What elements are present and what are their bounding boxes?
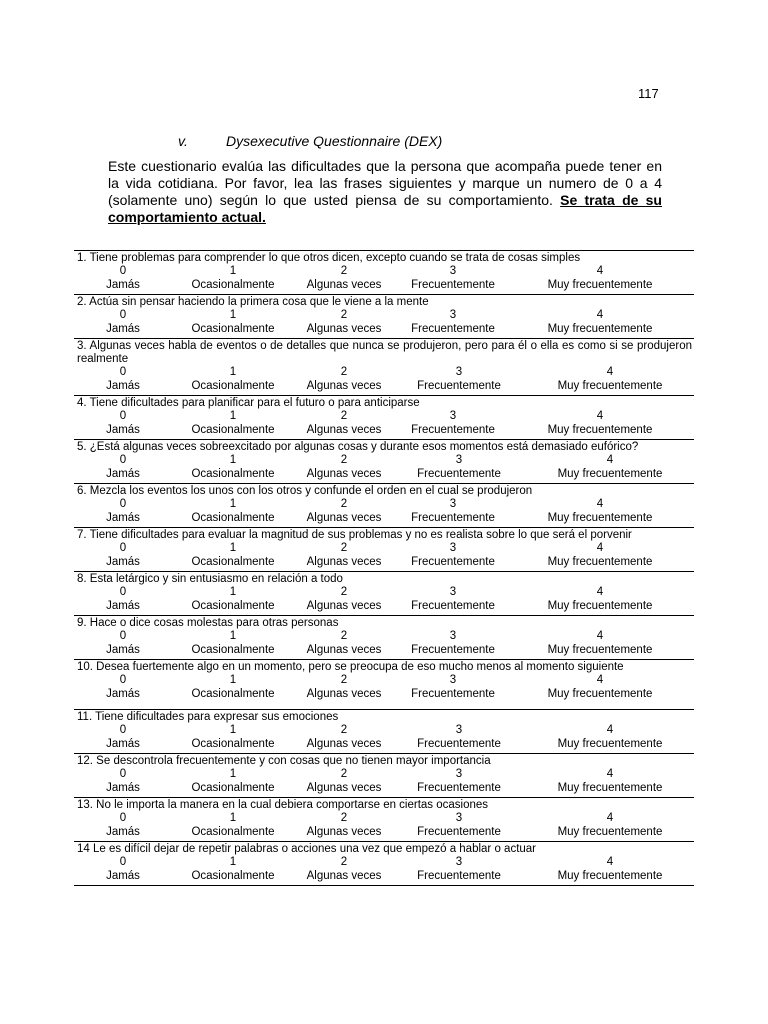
- intro-emphasis: Se trata de su comportamiento actual.: [108, 192, 662, 225]
- scale-label: Jamás: [106, 643, 140, 656]
- scale-labels-row: [74, 468, 694, 482]
- intro-paragraph: [108, 158, 662, 226]
- scale-label: Frecuentemente: [417, 869, 501, 882]
- scale-value[interactable]: 2: [340, 309, 348, 321]
- scale-label: Ocasionalmente: [191, 467, 275, 480]
- scale-label: Muy frecuentemente: [547, 555, 653, 568]
- scale-value[interactable]: 3: [449, 410, 457, 422]
- scale-value[interactable]: 3: [455, 768, 463, 780]
- section-numeral: v.: [178, 133, 188, 149]
- scale-label: Ocasionalmente: [191, 643, 275, 656]
- question-text: 12. Se descontrola frecuentemente y con cosas que no tienen mayor importancia: [77, 755, 491, 767]
- scale-value[interactable]: 3: [455, 856, 463, 868]
- scale-label: Ocasionalmente: [191, 322, 275, 335]
- scale-label: Jamás: [106, 825, 140, 838]
- scale-values-row: [74, 630, 694, 644]
- scale-label: Ocasionalmente: [191, 599, 275, 612]
- scale-value[interactable]: 1: [229, 768, 237, 780]
- scale-label: Muy frecuentemente: [557, 781, 663, 794]
- question-item: [74, 294, 694, 338]
- scale-label: Muy frecuentemente: [547, 599, 653, 612]
- scale-value[interactable]: 0: [119, 674, 127, 686]
- scale-label: Algunas veces: [306, 322, 382, 335]
- scale-label: Muy frecuentemente: [547, 643, 653, 656]
- scale-value[interactable]: 1: [229, 674, 237, 686]
- question-item: [74, 251, 694, 294]
- scale-value[interactable]: 4: [596, 410, 604, 422]
- scale-label: Ocasionalmente: [191, 825, 275, 838]
- scale-label: Ocasionalmente: [191, 869, 275, 882]
- scale-label: Ocasionalmente: [191, 737, 275, 750]
- questionnaire-table: [74, 250, 694, 886]
- scale-label: Frecuentemente: [417, 467, 501, 480]
- scale-value[interactable]: 4: [596, 309, 604, 321]
- scale-label: Jamás: [106, 511, 140, 524]
- question-item: [74, 797, 694, 841]
- scale-label: Ocasionalmente: [191, 278, 275, 291]
- scale-value[interactable]: 4: [596, 265, 604, 277]
- scale-label: Frecuentemente: [411, 511, 495, 524]
- question-item: [74, 709, 694, 753]
- scale-values-row: [74, 454, 694, 468]
- question-text: 3. Algunas veces habla de eventos o de detalles que nunca se produjeron, pero para él o ella es como si se produjeron realmente: [77, 340, 692, 365]
- scale-values-row: [74, 542, 694, 556]
- scale-value[interactable]: 4: [606, 856, 614, 868]
- scale-label: Frecuentemente: [417, 737, 501, 750]
- question-text: 2. Actúa sin pensar haciendo la primera cosa que le viene a la mente: [77, 296, 429, 308]
- scale-label: Algunas veces: [306, 687, 382, 700]
- scale-labels-row: [74, 424, 694, 438]
- scale-labels-row: [74, 826, 694, 840]
- question-text: 5. ¿Está algunas veces sobreexcitado por algunas cosas y durante esos momentos está demasiado eufórico?: [77, 441, 639, 453]
- scale-label: Jamás: [106, 278, 140, 291]
- scale-labels-row: [74, 644, 694, 658]
- scale-value[interactable]: 3: [449, 630, 457, 642]
- question-text: 10. Desea fuertemente algo en un momento, pero se preocupa de eso mucho menos al momento siguiente: [77, 661, 624, 673]
- scale-value[interactable]: 2: [340, 498, 348, 510]
- scale-label: Muy frecuentemente: [557, 379, 663, 392]
- scale-values-row: [74, 265, 694, 279]
- page-number: 117: [638, 86, 659, 101]
- scale-value[interactable]: 3: [449, 309, 457, 321]
- scale-value[interactable]: 3: [455, 812, 463, 824]
- scale-label: Muy frecuentemente: [547, 687, 653, 700]
- scale-label: Muy frecuentemente: [547, 423, 653, 436]
- scale-value[interactable]: 0: [119, 454, 127, 466]
- scale-label: Muy frecuentemente: [547, 511, 653, 524]
- scale-label: Algunas veces: [306, 278, 382, 291]
- scale-value[interactable]: 4: [606, 724, 614, 736]
- scale-label: Muy frecuentemente: [547, 278, 653, 291]
- scale-label: Muy frecuentemente: [557, 467, 663, 480]
- scale-labels-row: [74, 380, 694, 394]
- scale-label: Frecuentemente: [411, 278, 495, 291]
- scale-labels-row: [74, 512, 694, 526]
- question-text: 11. Tiene dificultades para expresar sus emociones: [77, 711, 339, 723]
- question-text: 13. No le importa la manera en la cual debiera comportarse en ciertas ocasiones: [77, 799, 489, 811]
- scale-label: Algunas veces: [306, 599, 382, 612]
- scale-value[interactable]: 2: [340, 265, 348, 277]
- scale-value[interactable]: 3: [449, 542, 457, 554]
- scale-value[interactable]: 0: [119, 265, 127, 277]
- question-text: 14 Le es difícil dejar de repetir palabras o acciones una vez que empezó a hablar o actuar: [77, 843, 537, 855]
- scale-label: Jamás: [106, 423, 140, 436]
- question-item: [74, 753, 694, 797]
- scale-value[interactable]: 4: [596, 674, 604, 686]
- scale-label: Muy frecuentemente: [557, 869, 663, 882]
- scale-label: Algunas veces: [306, 467, 382, 480]
- scale-label: Ocasionalmente: [191, 555, 275, 568]
- scale-label: Frecuentemente: [417, 781, 501, 794]
- scale-value[interactable]: 0: [119, 366, 127, 378]
- scale-label: Frecuentemente: [411, 599, 495, 612]
- scale-label: Frecuentemente: [411, 643, 495, 656]
- scale-value[interactable]: 2: [340, 630, 348, 642]
- scale-labels-row: [74, 782, 694, 796]
- scale-value[interactable]: 4: [596, 542, 604, 554]
- scale-value[interactable]: 2: [340, 410, 348, 422]
- scale-label: Frecuentemente: [411, 423, 495, 436]
- scale-value[interactable]: 0: [119, 498, 127, 510]
- scale-value[interactable]: 2: [340, 586, 348, 598]
- scale-label: Ocasionalmente: [191, 687, 275, 700]
- question-item: [74, 439, 694, 483]
- scale-labels-row: [74, 738, 694, 752]
- scale-values-row: [74, 498, 694, 512]
- scale-label: Algunas veces: [306, 643, 382, 656]
- scale-values-row: [74, 856, 694, 870]
- scale-value[interactable]: 3: [455, 454, 463, 466]
- question-item: [74, 395, 694, 439]
- scale-label: Jamás: [106, 379, 140, 392]
- scale-value[interactable]: 1: [229, 454, 237, 466]
- scale-labels-row: [74, 600, 694, 614]
- scale-values-row: [74, 410, 694, 424]
- scale-value[interactable]: 0: [119, 856, 127, 868]
- scale-value[interactable]: 4: [606, 454, 614, 466]
- scale-value[interactable]: 3: [455, 724, 463, 736]
- scale-value[interactable]: 1: [229, 812, 237, 824]
- scale-labels-row: [74, 323, 694, 337]
- question-item: [74, 841, 694, 885]
- scale-label: Jamás: [106, 467, 140, 480]
- question-item: [74, 615, 694, 659]
- scale-label: Algunas veces: [306, 825, 382, 838]
- scale-value[interactable]: 1: [229, 724, 237, 736]
- scale-value[interactable]: 2: [340, 542, 348, 554]
- scale-label: Frecuentemente: [411, 687, 495, 700]
- scale-value[interactable]: 1: [229, 410, 237, 422]
- scale-value[interactable]: 0: [119, 630, 127, 642]
- scale-value[interactable]: 3: [449, 498, 457, 510]
- scale-label: Jamás: [106, 322, 140, 335]
- question-text: 6. Mezcla los eventos los unos con los otros y confunde el orden en el cual se produjeron: [77, 485, 533, 497]
- scale-label: Algunas veces: [306, 511, 382, 524]
- scale-value[interactable]: 2: [340, 768, 348, 780]
- scale-labels-row: [74, 556, 694, 570]
- intro-text: Este cuestionario evalúa las dificultades que la persona que acompaña puede tener en la vida cotidiana. Por favor, lea las frases siguientes y marque un numero de 0 a 4 (solamente uno) según lo que usted piensa de su comportamiento.: [108, 158, 662, 208]
- scale-value[interactable]: 1: [229, 265, 237, 277]
- scale-label: Ocasionalmente: [191, 423, 275, 436]
- scale-label: Muy frecuentemente: [557, 825, 663, 838]
- scale-label: Algunas veces: [306, 423, 382, 436]
- scale-values-row: [74, 768, 694, 782]
- scale-value[interactable]: 0: [119, 812, 127, 824]
- question-text: 9. Hace o dice cosas molestas para otras personas: [77, 617, 339, 629]
- scale-label: Ocasionalmente: [191, 781, 275, 794]
- scale-label: Algunas veces: [306, 869, 382, 882]
- scale-value[interactable]: 4: [596, 498, 604, 510]
- scale-label: Muy frecuentemente: [557, 737, 663, 750]
- scale-value[interactable]: 0: [119, 768, 127, 780]
- section-heading: [178, 133, 442, 149]
- question-text: 7. Tiene dificultades para evaluar la magnitud de sus problemas y no es realista sobre lo que será el porvenir: [77, 529, 632, 541]
- question-text: 8. Esta letárgico y sin entusiasmo en relación a todo: [77, 573, 343, 585]
- scale-value[interactable]: 0: [119, 586, 127, 598]
- scale-label: Muy frecuentemente: [547, 322, 653, 335]
- scale-label: Algunas veces: [306, 737, 382, 750]
- scale-value[interactable]: 3: [449, 265, 457, 277]
- scale-value[interactable]: 2: [340, 366, 348, 378]
- scale-value[interactable]: 1: [229, 366, 237, 378]
- scale-value[interactable]: 2: [340, 812, 348, 824]
- question-text: 1. Tiene problemas para comprender lo que otros dicen, excepto cuando se trata de cosas simples: [77, 252, 581, 264]
- scale-label: Ocasionalmente: [191, 511, 275, 524]
- scale-value[interactable]: 0: [119, 724, 127, 736]
- scale-value[interactable]: 1: [229, 630, 237, 642]
- scale-label: Jamás: [106, 687, 140, 700]
- scale-values-row: [74, 586, 694, 600]
- scale-label: Algunas veces: [306, 555, 382, 568]
- scale-labels-row: [74, 279, 694, 293]
- scale-value[interactable]: 4: [596, 630, 604, 642]
- scale-value[interactable]: 3: [449, 586, 457, 598]
- scale-label: Algunas veces: [306, 379, 382, 392]
- scale-label: Ocasionalmente: [191, 379, 275, 392]
- scale-values-row: [74, 674, 694, 688]
- scale-value[interactable]: 2: [340, 674, 348, 686]
- scale-label: Jamás: [106, 869, 140, 882]
- scale-label: Jamás: [106, 599, 140, 612]
- scale-value[interactable]: 4: [606, 366, 614, 378]
- scale-value[interactable]: 4: [606, 812, 614, 824]
- scale-value[interactable]: 3: [455, 366, 463, 378]
- scale-value[interactable]: 2: [340, 724, 348, 736]
- scale-value[interactable]: 1: [229, 309, 237, 321]
- scale-value[interactable]: 1: [229, 856, 237, 868]
- scale-label: Frecuentemente: [411, 555, 495, 568]
- scale-values-row: [74, 812, 694, 826]
- scale-value[interactable]: 1: [229, 498, 237, 510]
- scale-values-row: [74, 366, 694, 380]
- scale-value[interactable]: 1: [229, 542, 237, 554]
- scale-value[interactable]: 0: [119, 309, 127, 321]
- scale-label: Frecuentemente: [411, 322, 495, 335]
- scale-value[interactable]: 3: [449, 674, 457, 686]
- question-item: [74, 527, 694, 571]
- question-item: [74, 483, 694, 527]
- scale-value[interactable]: 1: [229, 586, 237, 598]
- scale-value[interactable]: 0: [119, 542, 127, 554]
- scale-values-row: [74, 724, 694, 738]
- scale-value[interactable]: 2: [340, 454, 348, 466]
- scale-labels-row: [74, 870, 694, 884]
- scale-value[interactable]: 0: [119, 410, 127, 422]
- question-item: [74, 571, 694, 615]
- section-title: Dysexecutive Questionnaire (DEX): [226, 133, 443, 149]
- question-text: 4. Tiene dificultades para planificar para el futuro o para anticiparse: [77, 397, 420, 409]
- scale-value[interactable]: 4: [606, 768, 614, 780]
- scale-value[interactable]: 2: [340, 856, 348, 868]
- scale-label: Frecuentemente: [417, 379, 501, 392]
- scale-label: Jamás: [106, 555, 140, 568]
- scale-value[interactable]: 4: [596, 586, 604, 598]
- question-item: [74, 338, 694, 395]
- scale-label: Algunas veces: [306, 781, 382, 794]
- scale-label: Jamás: [106, 781, 140, 794]
- scale-labels-row: [74, 688, 694, 702]
- scale-label: Frecuentemente: [417, 825, 501, 838]
- scale-label: Jamás: [106, 737, 140, 750]
- question-item: [74, 659, 694, 703]
- scale-values-row: [74, 309, 694, 323]
